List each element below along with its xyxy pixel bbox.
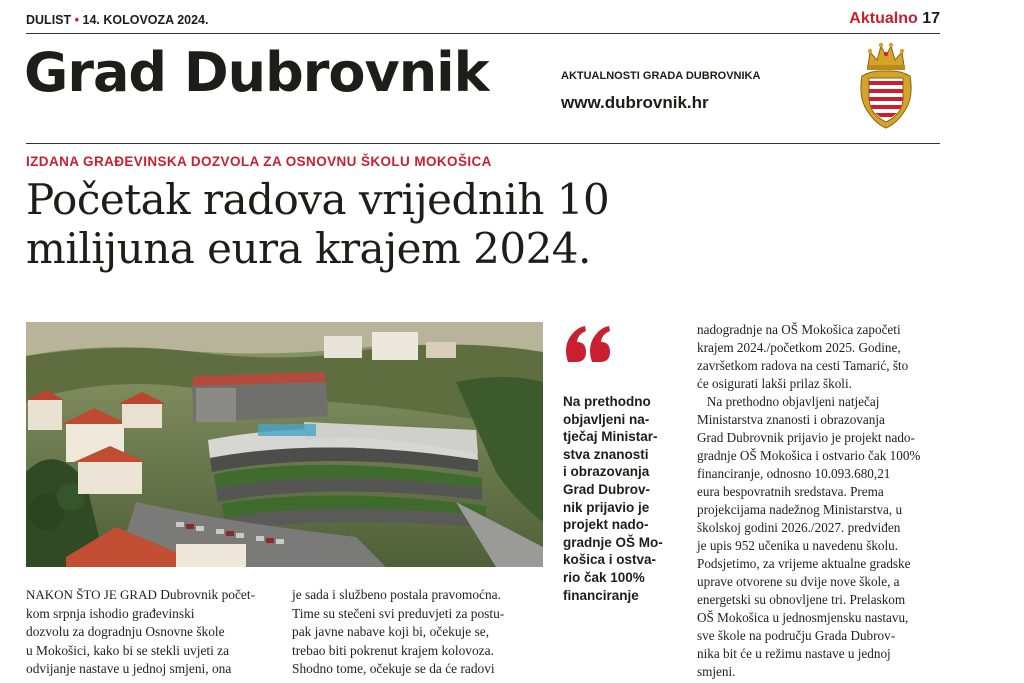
pull-quote-line: financiranje bbox=[563, 587, 639, 603]
column-text: sve škole na području Grada Dubrov- bbox=[697, 628, 896, 643]
pull-quote-line: košica i ostva- bbox=[563, 552, 657, 568]
column-text: projekcijama nadežnog Ministarstva, u bbox=[697, 502, 903, 517]
column-text: Time su stečeni svi preduvjeti za postu- bbox=[292, 605, 505, 621]
column-text: je sada i službeno postala pravomoćna. bbox=[292, 587, 501, 602]
pull-quote-line: nik prijavio je bbox=[563, 499, 650, 515]
article-column-4 bbox=[697, 321, 947, 681]
column-text: školskoj godini 2026./2027. predviđen bbox=[697, 520, 901, 535]
section-label bbox=[849, 10, 940, 28]
column-text: kom srpnja ishodio građevinski bbox=[26, 605, 195, 621]
headline-line: milijuna eura krajem 2024. bbox=[26, 224, 591, 273]
pull-quote bbox=[563, 393, 683, 604]
column-text: će osigurati lakši prilaz školi. bbox=[697, 376, 852, 391]
column-text: Na prethodno objavljeni natječaj bbox=[697, 394, 880, 409]
column-text: OŠ Mokošica u jednosmjensku nastavu, bbox=[697, 610, 909, 625]
article-column-1 bbox=[26, 586, 282, 679]
bullet: • bbox=[74, 13, 80, 27]
column-text: krajem 2024./početkom 2025. Godine, bbox=[697, 340, 901, 355]
crest-icon bbox=[858, 40, 914, 137]
column-text: Grad Dubrovnik prijavio je projekt nado- bbox=[697, 430, 915, 445]
headline-line: Početak radova vrijednih 10 bbox=[26, 175, 610, 224]
pull-quote-line: projekt nado- bbox=[563, 517, 649, 533]
pull-quote-line: rio čak 100% bbox=[563, 569, 645, 585]
column-text: Podsjetimo, za vrijeme aktualne gradske bbox=[697, 556, 911, 571]
brand-name: DULIST bbox=[26, 13, 72, 27]
pull-quote-line: objavljeni na- bbox=[563, 411, 650, 427]
column-text: gradnje OŠ Mokošica i ostvario čak 100% bbox=[697, 448, 921, 463]
column-text: eura bespovratnih sredstava. Prema bbox=[697, 484, 884, 499]
issue-date: 14. KOLOVOZA 2024. bbox=[82, 13, 209, 27]
newspaper-brand bbox=[26, 13, 208, 27]
masthead-tagline: AKTUALNOSTI GRADA DUBROVNIKA bbox=[561, 70, 761, 82]
masthead-url: www.dubrovnik.hr bbox=[561, 93, 709, 112]
column-text: uprave otvorene su dvije nove škole, a bbox=[697, 574, 900, 589]
column-text: je upis 952 učenika u navedenu školu. bbox=[697, 538, 899, 553]
article-headline bbox=[26, 175, 926, 273]
article-kicker: IZDANA GRAĐEVINSKA DOZVOLA ZA OSNOVNU ŠKOLU MOKOŠICA bbox=[26, 154, 492, 169]
column-text: pak javne nabave koji bi, očekuje se, bbox=[292, 624, 490, 640]
column-text: odvijanje nastave u jednoj smjeni, ona bbox=[26, 661, 232, 677]
masthead-rule bbox=[26, 143, 940, 144]
pull-quote-line: Grad Dubrov- bbox=[563, 481, 651, 497]
article-photo bbox=[26, 322, 543, 567]
lead-in: NAKON ŠTO JE GRAD bbox=[26, 587, 157, 602]
column-text: Dubrovnik počet- bbox=[156, 587, 256, 602]
article-column-2 bbox=[292, 586, 548, 679]
column-text: dozvolu za dogradnju Osnovne škole bbox=[26, 624, 225, 640]
column-text: završetkom radova na cesti Tamarić, što bbox=[697, 358, 909, 373]
pull-quote-line: gradnje OŠ Mo- bbox=[563, 534, 663, 550]
column-text: Ministarstva znanosti i obrazovanja bbox=[697, 412, 885, 427]
column-text: smjeni. bbox=[697, 664, 736, 679]
column-1-line-1 bbox=[26, 586, 282, 605]
pull-quote-line: i obrazovanja bbox=[563, 464, 650, 480]
page-number: 17 bbox=[922, 10, 940, 27]
column-text: trebao biti pokrenut krajem kolovoza. bbox=[292, 642, 494, 658]
pull-quote-line: stva znanosti bbox=[563, 446, 649, 462]
column-text: nika bit će u režimu nastave u jednoj bbox=[697, 646, 891, 661]
column-text: nadogradnje na OŠ Mokošica započeti bbox=[697, 322, 901, 337]
column-text: u Mokošici, kako bi se stekli uvjeti za bbox=[26, 642, 230, 658]
pull-quote-line: tječaj Ministar- bbox=[563, 429, 658, 445]
masthead-title: Grad Dubrovnik bbox=[24, 41, 489, 104]
column-text: energetski su obnovljene tri. Prelaskom bbox=[697, 592, 906, 607]
section-name: Aktualno bbox=[849, 10, 918, 27]
column-text: Shodno tome, očekuje se da će radovi bbox=[292, 661, 495, 677]
pull-quote-line: Na prethodno bbox=[563, 394, 651, 409]
header-rule bbox=[26, 33, 940, 34]
quote-icon bbox=[564, 324, 614, 369]
column-text: financiranje, odnosno 10.093.680,21 bbox=[697, 466, 891, 481]
